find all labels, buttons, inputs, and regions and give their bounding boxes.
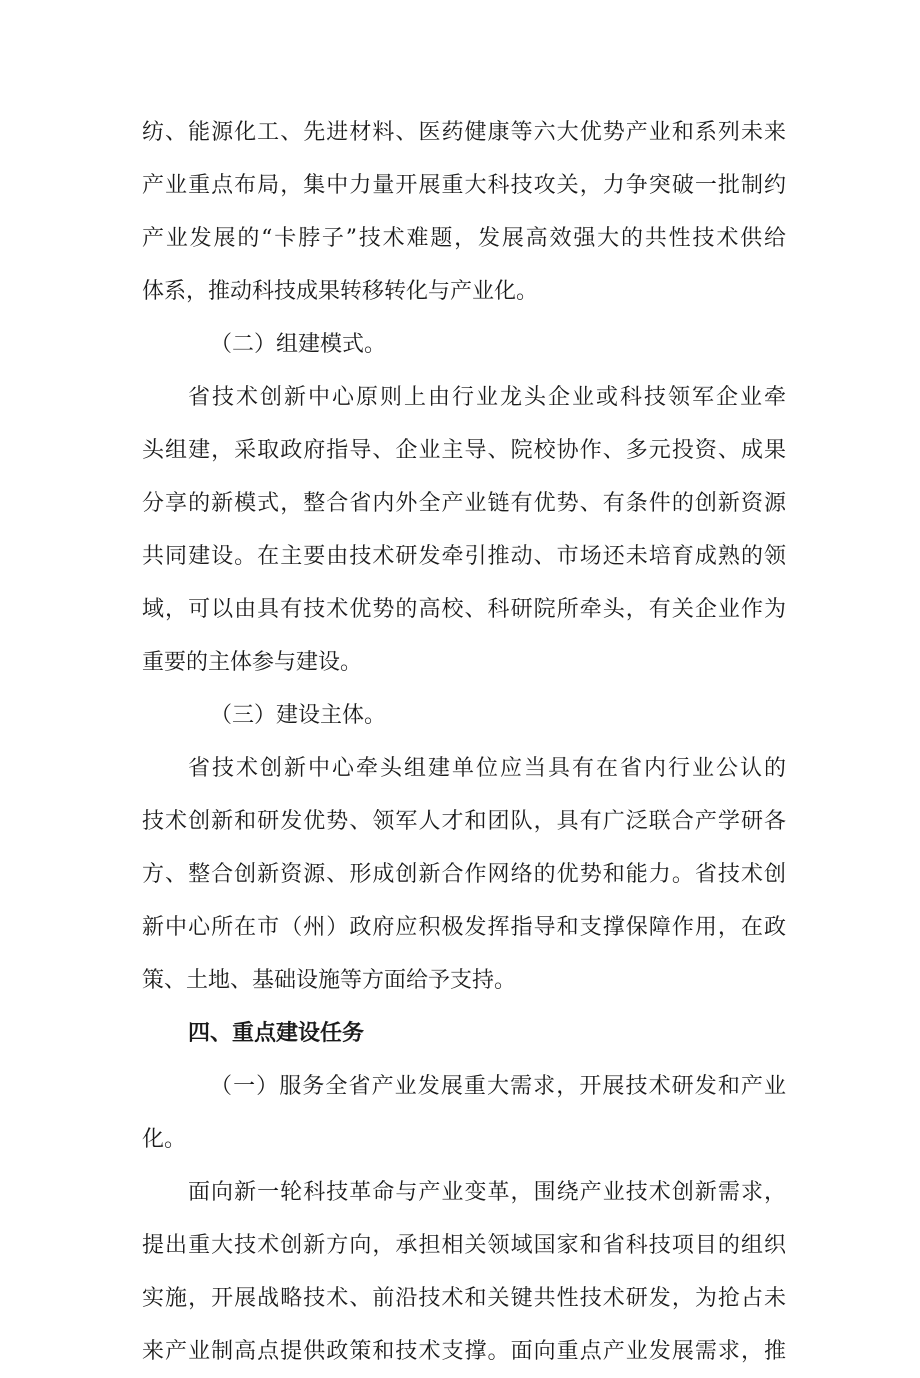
subheading-text: （二）组建模式。: [210, 332, 387, 357]
text-line: 技术创新和研发优势、领军人才和团队，具有广泛联合产学研各: [142, 809, 786, 834]
text-line: 新中心所在市（州）政府应积极发挥指导和支撑保障作用，在政: [142, 915, 786, 940]
text-line: 共同建设。在主要由技术研发牵引推动、市场还未培育成熟的领: [142, 544, 786, 569]
text-line: 产业重点布局，集中力量开展重大科技攻关，力争突破一批制约: [142, 173, 786, 198]
section-heading-text: 四、重点建设任务: [188, 1021, 365, 1046]
text-line: 省技术创新中心原则上由行业龙头企业或科技领军企业牵: [188, 385, 786, 410]
text-line: 产业发展的“卡脖子”技术难题，发展高效强大的共性技术供给: [142, 226, 786, 251]
text-line: 方、整合创新资源、形成创新合作网络的优势和能力。省技术创: [142, 862, 786, 887]
section-heading-key-tasks: [142, 1007, 786, 1060]
paragraph-serve-industry-needs: [142, 1166, 786, 1378]
subheading-construction-entity: [142, 689, 786, 742]
text-line: 头组建，采取政府指导、企业主导、院校协作、多元投资、成果: [142, 438, 786, 463]
text-line: 省技术创新中心牵头组建单位应当具有在省内行业公认的: [188, 756, 786, 781]
text-line: 体系，推动科技成果转移转化与产业化。: [142, 279, 539, 304]
text-line: 分享的新模式，整合省内外全产业链有优势、有条件的创新资源: [142, 491, 786, 516]
text-line: 提出重大技术创新方向，承担相关领域国家和省科技项目的组织: [142, 1233, 786, 1258]
paragraph-organization-mode: [142, 371, 786, 689]
text-line: 域，可以由具有技术优势的高校、科研院所牵头，有关企业作为: [142, 597, 786, 622]
paragraph-construction-entity: [142, 742, 786, 1007]
subheading-text: （一）服务全省产业发展重大需求，开展技术研发和产业: [210, 1074, 786, 1099]
paragraph-continuation: [142, 106, 786, 318]
document-page: [142, 106, 786, 1378]
text-line: 纺、能源化工、先进材料、医药健康等六大优势产业和系列未来: [142, 120, 786, 145]
subheading-text: （三）建设主体。: [210, 703, 387, 728]
text-line: 来产业制高点提供政策和技术支撑。面向重点产业发展需求，推: [142, 1339, 786, 1364]
subheading-serve-industry-needs: [142, 1060, 786, 1166]
text-line: 面向新一轮科技革命与产业变革，围绕产业技术创新需求，: [188, 1180, 786, 1205]
text-line: 重要的主体参与建设。: [142, 650, 363, 675]
text-line: 策、土地、基础设施等方面给予支持。: [142, 968, 517, 993]
subheading-organization-mode: [142, 318, 786, 371]
text-line: 实施，开展战略技术、前沿技术和关键共性技术研发，为抢占未: [142, 1286, 786, 1311]
subheading-text: 化。: [142, 1127, 187, 1152]
